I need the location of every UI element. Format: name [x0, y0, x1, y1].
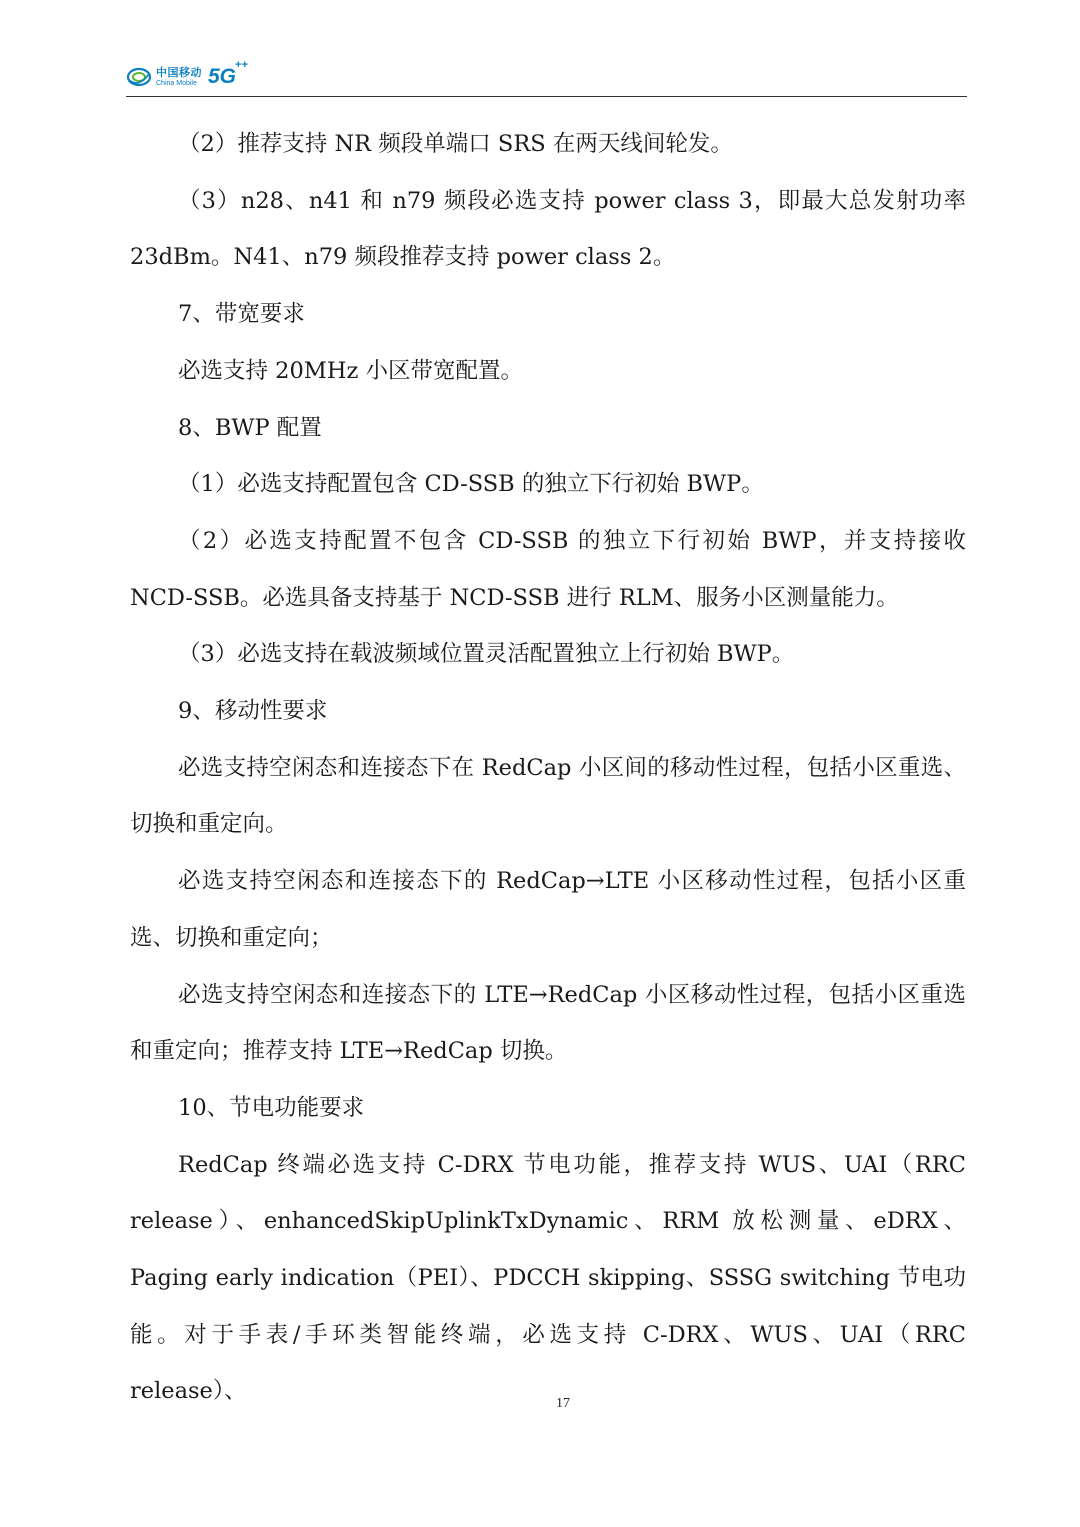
logo-en-text: China Mobile: [156, 80, 197, 87]
paragraph-bandwidth: 必选支持 20MHz 小区带宽配置。: [178, 357, 523, 384]
logo-5g-text: 5G: [208, 65, 237, 88]
logo-text: [156, 67, 202, 87]
heading-bandwidth: 7、带宽要求: [178, 301, 305, 328]
china-mobile-logo: [126, 59, 249, 92]
heading-mobility: 9、移动性要求: [178, 698, 328, 725]
paragraph-bwp-2: （2）必选支持配置不包含 CD-SSB 的独立下行初始 BWP，并支持接收 NCD-SSB。必选具备支持基于 NCD-SSB 进行 RLM、服务小区测量能力。: [130, 527, 966, 611]
heading-power-saving: 10、节电功能要求: [178, 1094, 365, 1121]
page-number: 17: [556, 1396, 570, 1411]
paragraph-mobility-2: 必选支持空闲态和连接态下的 RedCap→LTE 小区移动性过程，包括小区重选、切换和重定向；: [130, 868, 966, 951]
paragraph-bwp-3: （3）必选支持在载波频域位置灵活配置独立上行初始 BWP。: [178, 641, 795, 668]
logo-5g-mark: [208, 59, 249, 89]
logo-cn-text: 中国移动: [156, 66, 202, 79]
page-header: [126, 58, 967, 97]
logo-plus-text: ++: [235, 59, 249, 71]
paragraph-power-saving: RedCap 终端必选支持 C-DRX 节电功能，推荐支持 WUS、UAI（RRC release）、enhancedSkipUplinkTxDynamic、RRM 放松测量、eDRX、Paging early indication（PEI）、PDCCH skipping、SSSG switching 节电功能。对于手表/手环类智能终端，必选支持 C-DRX、WUS、UAI（RRC release）、: [130, 1151, 966, 1405]
paragraph-bwp-1: （1）必选支持配置包含 CD-SSB 的独立下行初始 BWP。: [178, 471, 764, 498]
document-body: [130, 116, 966, 1420]
paragraph-power-class: （3）n28、n41 和 n79 频段必选支持 power class 3，即最大总发射功率 23dBm。N41、n79 频段推荐支持 power class 2。: [130, 187, 966, 271]
paragraph-mobility-3: 必选支持空闲态和连接态下的 LTE→RedCap 小区移动性过程，包括小区重选和重定向；推荐支持 LTE→RedCap 切换。: [130, 981, 966, 1065]
paragraph-mobility-1: 必选支持空闲态和连接态下在 RedCap 小区间的移动性过程，包括小区重选、切换和重定向。: [130, 754, 966, 838]
heading-bwp: 8、BWP 配置: [178, 414, 322, 441]
china-mobile-swirl-icon: [126, 66, 152, 88]
paragraph-srs: （2）推荐支持 NR 频段单端口 SRS 在两天线间轮发。: [178, 131, 733, 157]
